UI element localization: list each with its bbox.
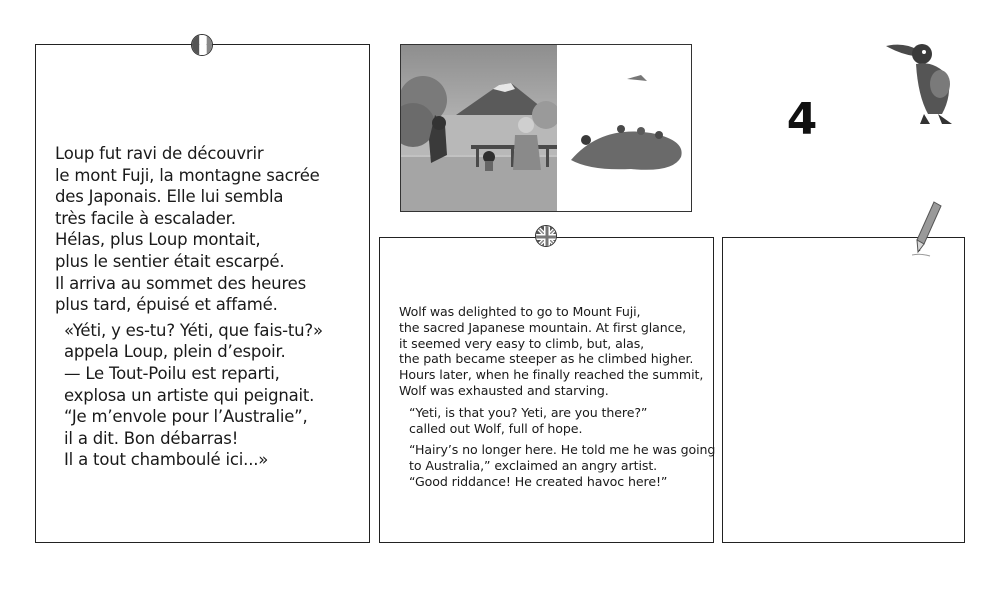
text-line: Il arriva au sommet des heures: [55, 273, 307, 293]
text-line: plus tard, épuisé et affamé.: [55, 295, 278, 315]
dialogue-line: “Hairy’s no longer here. He told me he was going: [409, 442, 716, 458]
english-text-panel: [379, 237, 714, 543]
text-line: the sacred Japanese mountain. At first glance,: [399, 319, 686, 335]
french-text-panel: [35, 44, 370, 543]
dialogue-line: «Yéti, y es-tu? Yéti, que fais-tu?»: [64, 320, 323, 340]
dialogue-line: il a dit. Bon débarras!: [64, 428, 239, 448]
text-line: des Japonais. Elle lui sembla: [55, 187, 284, 207]
dialogue-line: called out Wolf, full of hope.: [409, 420, 583, 436]
blank-writing-panel[interactable]: [722, 237, 965, 543]
text-line: it seemed very easy to climb, but, alas,: [399, 335, 645, 351]
text-line: très facile à escalader.: [55, 208, 236, 228]
text-line: Wolf was exhausted and starving.: [399, 382, 609, 398]
text-line: Loup fut ravi de découvrir: [55, 144, 264, 163]
dialogue-line: to Australia,” exclaimed an angry artist.: [409, 458, 658, 474]
uk-flag-icon: [535, 225, 557, 247]
text-line: Wolf was delighted to go to Mount Fuji,: [399, 304, 641, 319]
text-line: Hours later, when he finally reached the summit,: [399, 367, 704, 383]
dialogue-line: appela Loup, plein d’espoir.: [64, 342, 286, 362]
dialogue-line: “Good riddance! He created havoc here!”: [409, 473, 668, 489]
dialogue-line: — Le Tout-Poilu est reparti,: [64, 363, 280, 383]
france-flag-icon: [191, 34, 213, 56]
dialogue-line: “Yeti, is that you? Yeti, are you there?”: [409, 404, 648, 420]
dialogue-line: Il a tout chamboulé ici...»: [64, 450, 269, 470]
text-line: plus le sentier était escarpé.: [55, 251, 285, 271]
text-line: le mont Fuji, la montagne sacrée: [55, 165, 320, 185]
page-number: 4: [786, 94, 818, 145]
french-story-text: [55, 143, 355, 471]
story-illustration: [400, 44, 692, 212]
dialogue-line: explosa un artiste qui peignait.: [64, 385, 315, 405]
dialogue-line: “Je m’envole pour l’Australie”,: [64, 407, 308, 427]
pencil-icon: [912, 200, 944, 258]
text-line: the path became steeper as he climbed higher.: [399, 351, 694, 367]
text-line: Hélas, plus Loup montait,: [55, 230, 261, 250]
wolf-character-image: [884, 36, 962, 128]
english-story-text: [399, 304, 716, 490]
